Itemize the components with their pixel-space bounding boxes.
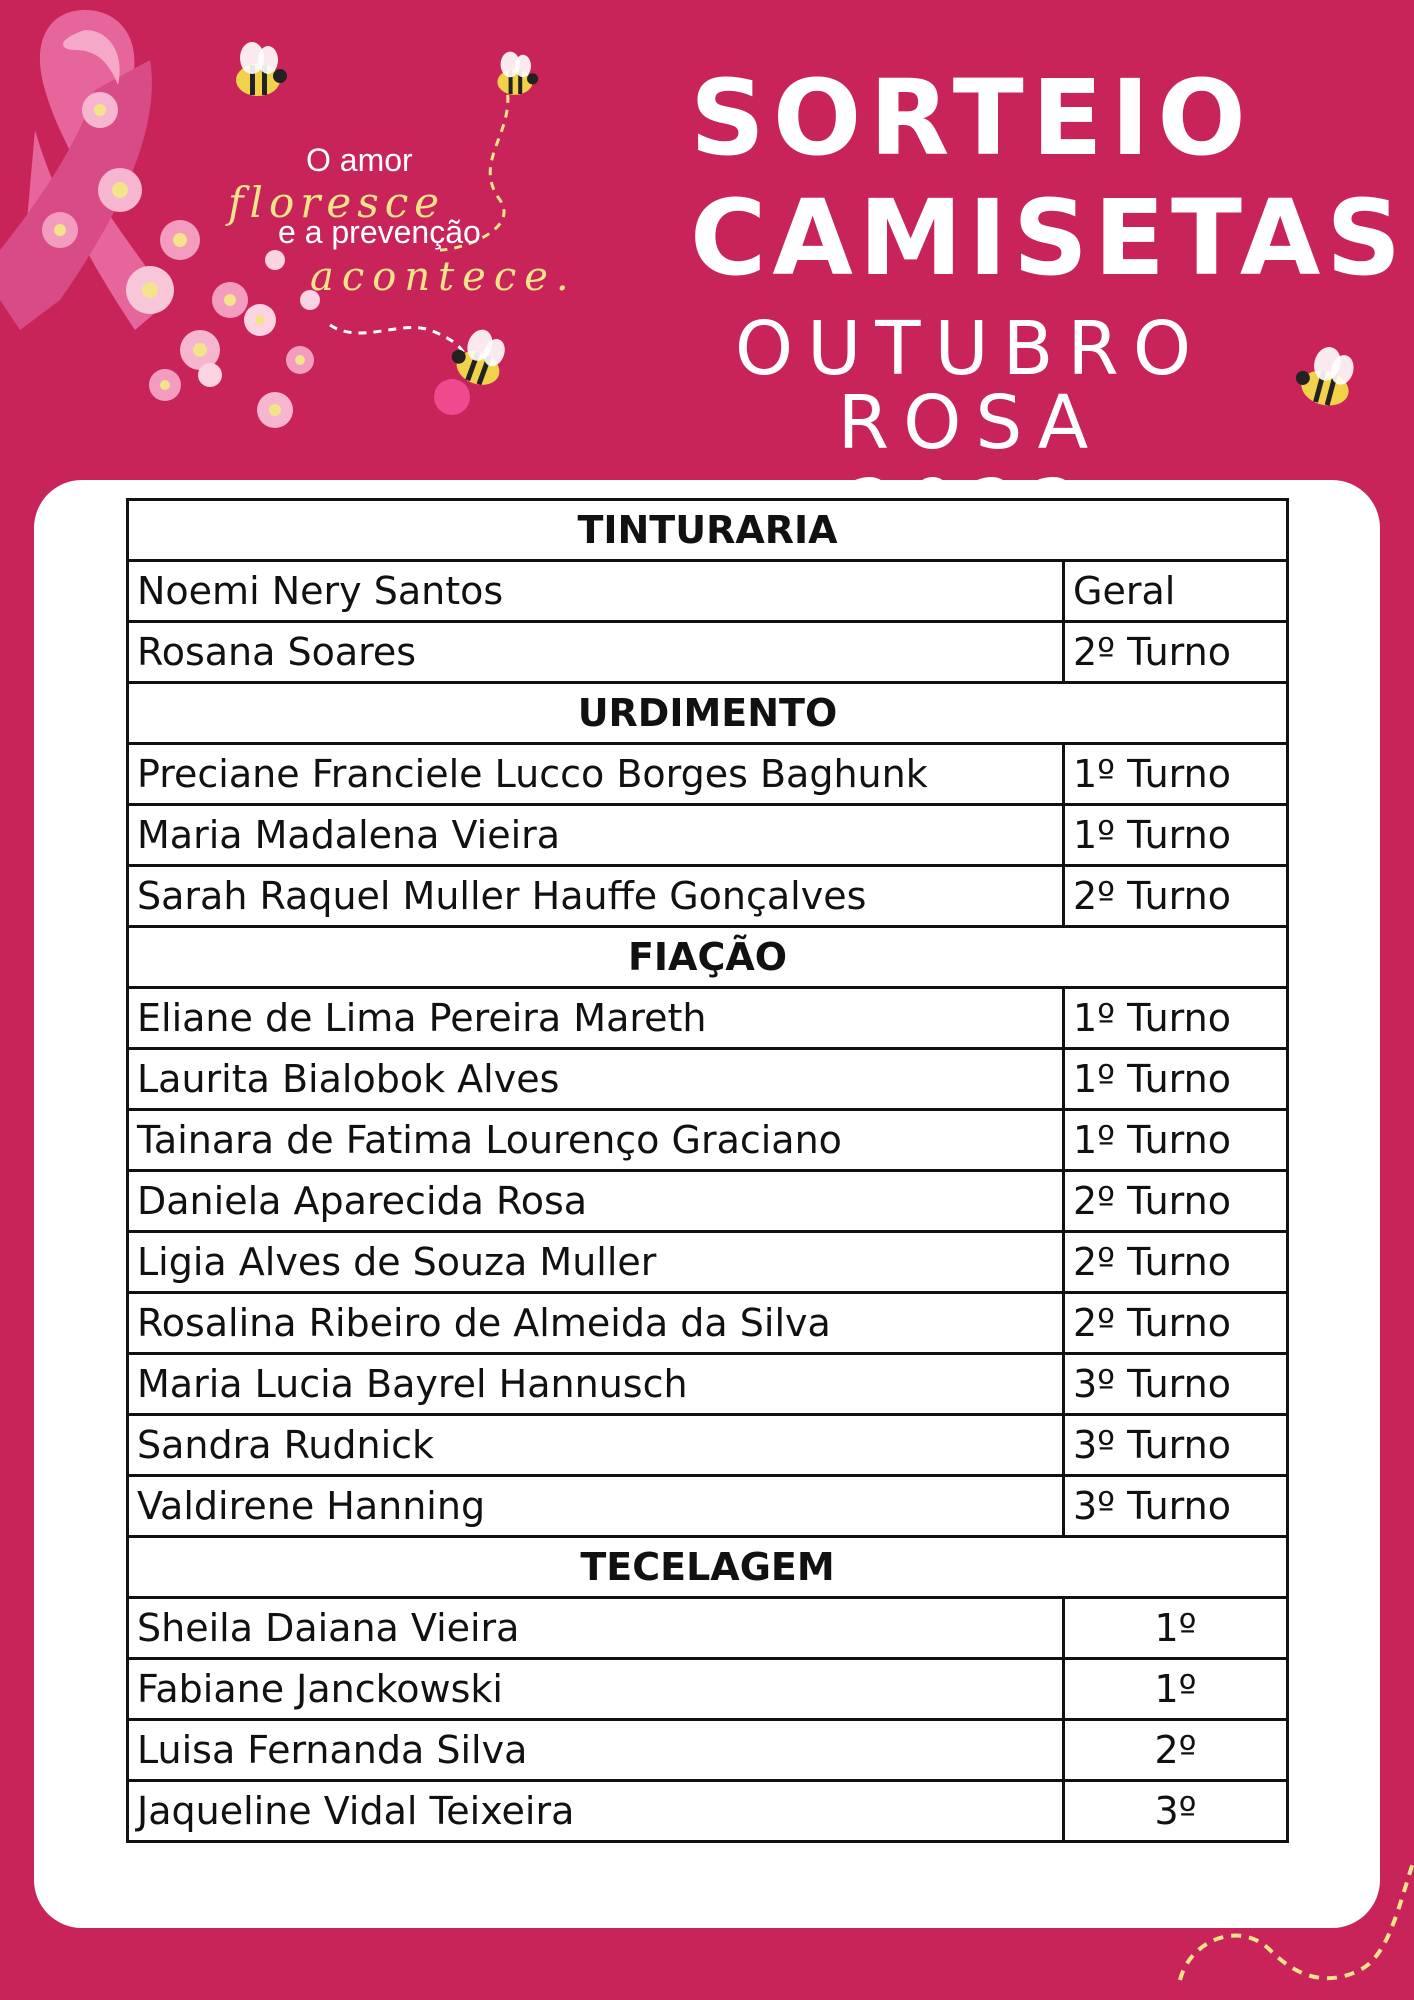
winner-name: Laurita Bialobok Alves: [128, 1049, 1064, 1110]
table-row: [128, 866, 1288, 927]
winner-name: Rosana Soares: [128, 622, 1064, 683]
table-row: [128, 1476, 1288, 1537]
winner-shift: 2º Turno: [1064, 1171, 1288, 1232]
winner-shift: 2º Turno: [1064, 1232, 1288, 1293]
winner-shift: Geral: [1064, 561, 1288, 622]
slogan-line-2: floresce: [228, 178, 446, 227]
table-row: [128, 1293, 1288, 1354]
page-title: [690, 57, 1408, 544]
winner-name: Daniela Aparecida Rosa: [128, 1171, 1064, 1232]
bee-icon: [497, 52, 538, 95]
winner-shift: 2º Turno: [1064, 866, 1288, 927]
section-header-row: [128, 927, 1288, 988]
winner-name: Eliane de Lima Pereira Mareth: [128, 988, 1064, 1049]
section-header-row: [128, 500, 1288, 561]
winner-shift: 1º Turno: [1064, 1049, 1288, 1110]
section-title: FIAÇÃO: [128, 927, 1288, 988]
winner-name: Maria Madalena Vieira: [128, 805, 1064, 866]
table-row: [128, 622, 1288, 683]
table-row: [128, 1598, 1288, 1659]
table-row: [128, 805, 1288, 866]
slogan-line-1: O amor: [306, 142, 413, 178]
winner-name: Luisa Fernanda Silva: [128, 1720, 1064, 1781]
table-row: [128, 1232, 1288, 1293]
winner-name: Tainara de Fatima Lourenço Graciano: [128, 1110, 1064, 1171]
winner-shift: 1º Turno: [1064, 744, 1288, 805]
winner-shift: 3º Turno: [1064, 1415, 1288, 1476]
results-table: [126, 498, 1289, 1843]
slogan-line-3: e a prevenção: [278, 214, 481, 250]
winner-shift: 1º Turno: [1064, 988, 1288, 1049]
winner-name: Rosalina Ribeiro de Almeida da Silva: [128, 1293, 1064, 1354]
table-row: [128, 1354, 1288, 1415]
table-row: [128, 1720, 1288, 1781]
section-title: TECELAGEM: [128, 1537, 1288, 1598]
table-row: [128, 1110, 1288, 1171]
title-line-3: OUTUBRO ROSA: [734, 306, 1206, 466]
winner-shift: 3º: [1064, 1781, 1288, 1842]
winner-name: Jaqueline Vidal Teixeira: [128, 1781, 1064, 1842]
bee-icon: [236, 42, 287, 96]
winner-name: Sarah Raquel Muller Hauffe Gonçalves: [128, 866, 1064, 927]
table-row: [128, 988, 1288, 1049]
winner-shift: 3º Turno: [1064, 1354, 1288, 1415]
table-row: [128, 1415, 1288, 1476]
table-row: [128, 1171, 1288, 1232]
title-line-2: CAMISETAS: [690, 177, 1408, 299]
winner-name: Maria Lucia Bayrel Hannusch: [128, 1354, 1064, 1415]
winner-shift: 2º: [1064, 1720, 1288, 1781]
section-title: URDIMENTO: [128, 683, 1288, 744]
winner-shift: 2º Turno: [1064, 1293, 1288, 1354]
section-header-row: [128, 1537, 1288, 1598]
winner-shift: 1º: [1064, 1598, 1288, 1659]
winner-shift: 1º Turno: [1064, 805, 1288, 866]
winner-name: Preciane Franciele Lucco Borges Baghunk: [128, 744, 1064, 805]
winner-shift: 1º: [1064, 1659, 1288, 1720]
table-row: [128, 561, 1288, 622]
section-title: TINTURARIA: [128, 500, 1288, 561]
section-header-row: [128, 683, 1288, 744]
winner-name: Sheila Daiana Vieira: [128, 1598, 1064, 1659]
table-row: [128, 1049, 1288, 1110]
winner-name: Valdirene Hanning: [128, 1476, 1064, 1537]
table-row: [128, 1781, 1288, 1842]
title-line-1: SORTEIO: [690, 57, 1254, 179]
winner-shift: 2º Turno: [1064, 622, 1288, 683]
winner-shift: 3º Turno: [1064, 1476, 1288, 1537]
table-row: [128, 1659, 1288, 1720]
slogan-line-4: acontece.: [310, 254, 577, 300]
winner-name: Ligia Alves de Souza Muller: [128, 1232, 1064, 1293]
winner-name: Fabiane Janckowski: [128, 1659, 1064, 1720]
table-row: [128, 744, 1288, 805]
bee-icon: [1291, 340, 1359, 410]
winner-name: Sandra Rudnick: [128, 1415, 1064, 1476]
winner-name: Noemi Nery Santos: [128, 561, 1064, 622]
winner-shift: 1º Turno: [1064, 1110, 1288, 1171]
